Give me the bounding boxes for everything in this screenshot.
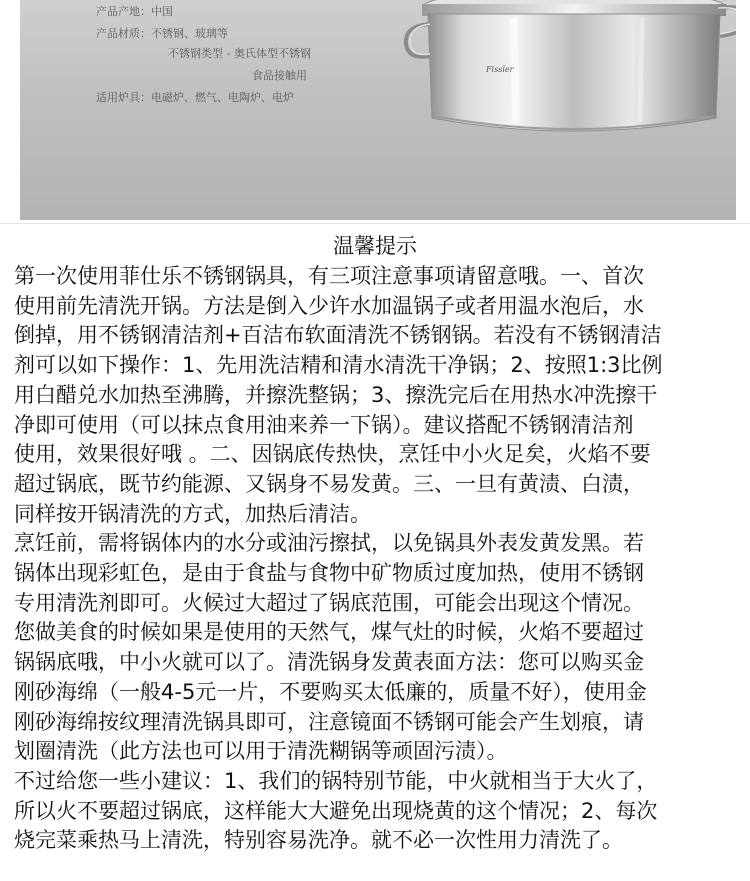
product-info-panel (20, 0, 736, 220)
spec-material: 产品材质：不锈钢、玻璃等 (96, 27, 228, 40)
divider (0, 223, 750, 224)
notice-paragraph-suggestions: 不过给您一些小建议：1、我们的锅特别节能，中火就相当于大火了， 所以火不要超过锅底，这样能大大避免出现烧黄的这个情况；2、每次 烧完菜乘热马上清洗，特别容易洗净。就不必一次性用力清洗了。 (14, 768, 658, 853)
notice-paragraph-first-use: 第一次使用菲仕乐不锈钢锅具，有三项注意事项请留意哦。一、首次 使用前先清洗开锅。方法是倒入少许水加温锅子或者用温水泡后，水 倒掉，用不锈钢清洁剂+百洁布软面清洗不锈钢锅。若没有不锈钢清洁 剂可以如下操作：1、先用洗洁精和清水清洗干净锅；2、按照1:3比例 用白醋兑水加热至沸腾，并擦洗整锅；3、擦洗完后在用热水冲洗擦干 净即可使用（可以抹点食用油来养一下锅）。建议搭配不锈钢清洁剂 使用，效果很好哦 。二、因锅底传热快，烹饪中小火足矣，火焰不要 超过锅底，既节约能源、又锅身不易发黄。三、一旦有黄渍、白渍， 同样按开锅清洗的方式，加热后清洁。 (14, 264, 663, 526)
notice-title: 温馨提示 (333, 234, 417, 258)
spec-steel-type: 不锈钢类型 - 奥氏体型不锈钢 (168, 47, 311, 60)
spec-origin: 产品产地：中国 (96, 5, 173, 18)
brand-logo: Fissler (486, 65, 514, 74)
spec-food-grade: 食品接触用 (252, 69, 307, 82)
notice-body (14, 262, 736, 856)
notice-paragraph-before-cooking: 烹饪前，需将锅体内的水分或油污擦拭，以免锅具外表发黄发黑。若 锅体出现彩虹色，是由于食盐与食物中矿物质过度加热，使用不锈钢 专用清洗剂即可。火候过大超过了锅底范围，可能会出现这个情况。 您做美食的时候如果是使用的天然气，煤气灶的时候，火焰不要超过 锅锅底哦，中小火就可以了。清洗锅身发黄表面方法：您可以购买金 刚砂海绵（一般4-5元一片，不要购买太低廉的，质量不好），使用金 刚砂海绵按纹理清洗锅具即可，注意镜面不锈钢可能会产生划痕，请 划圈清洗（此方法也可以用于清洗糊锅等顽固污渍）。 (14, 531, 647, 764)
stainless-pot-image (394, 0, 736, 170)
spec-stove: 适用炉具：电磁炉、燃气、电陶炉、电炉 (96, 91, 294, 104)
